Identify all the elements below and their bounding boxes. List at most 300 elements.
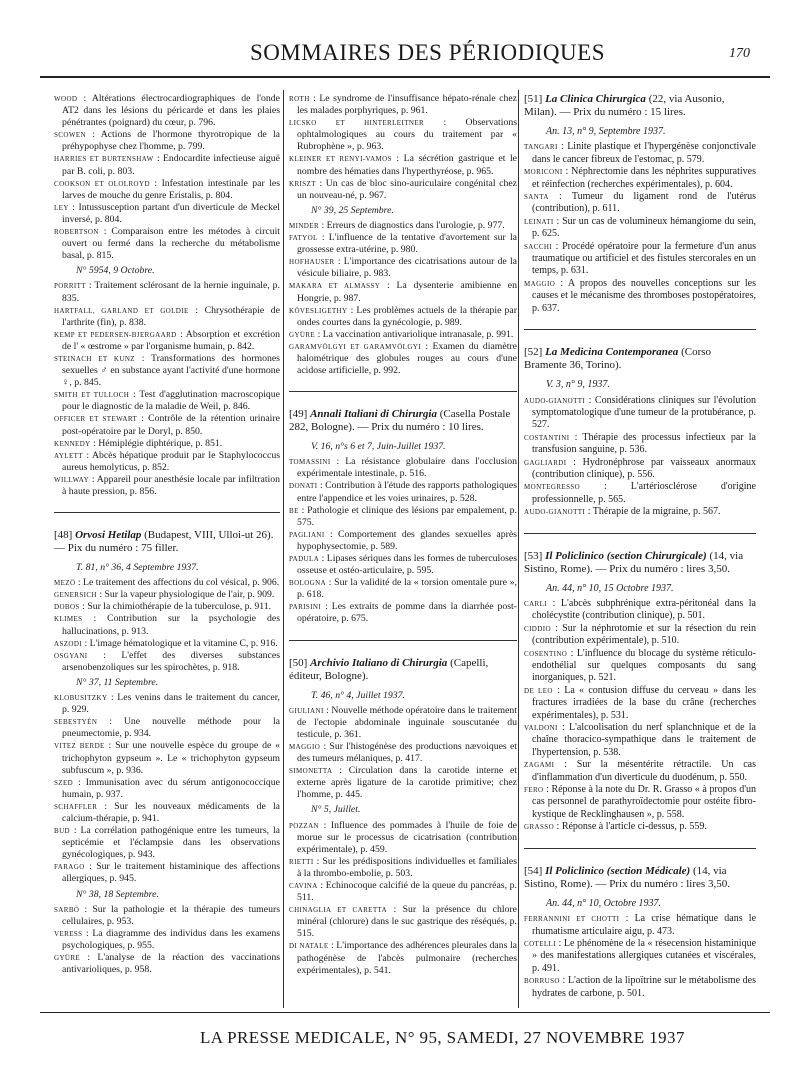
entry-author: POZZAN (289, 821, 320, 830)
entry-author: BUD (54, 827, 70, 836)
entry-author: FERRANNINI ET CHOTTI (524, 915, 620, 924)
index-entry: KLIMES : Contribution sur la psychologie des hallucinations, p. 913. (54, 613, 280, 637)
index-entry: MONTEGRESSO : L'artériosclérose d'origine professionnelle, p. 565. (524, 481, 756, 505)
entry-text: Sur un cas de volumineux hémangiome du sein, p. 625. (532, 215, 756, 240)
index-entry: AYLETT : Abcès hépatique produit par le Staphylococcus aureus hemolyticus, p. 852. (54, 449, 280, 473)
index-entry: COSENTINO : L'influence du blocage du système réticulo-endothélial sur quelques composants du sang inorganiques, p. 521. (524, 647, 757, 684)
index-entry: ROBERTSON : Comparaison entre les métodes à circuit ouvert ou fermé dans la recherche du métabolisme basal, p. 815. (54, 226, 280, 262)
entry-text: La sécrétion gastrique et le nombre des hématies dans l'hyperthyréose, p. 965. (297, 153, 517, 177)
entry-text: Lipases sériques dans les formes de tuberculoses osseuse et ostéo-articulaire, p. 595. (297, 553, 517, 577)
periodical-name: Il Policlinico (section Chirurgicale) (545, 549, 707, 562)
periodical-name: La Medicina Contemporanea (545, 346, 679, 359)
entry-author: ROBERTSON (54, 228, 99, 237)
index-entry: GYÜRE : L'analyse de la réaction des vaccinations antivarioliques, p. 958. (54, 952, 281, 976)
entry-author: SACCHI (524, 242, 553, 251)
periodical-details: (Corso Bramente 36, Torino). (524, 346, 712, 372)
entry-author: CAVINA (289, 881, 318, 890)
entry-author: VALDONI (524, 724, 558, 733)
entry-author: KLOBUSITZKY (54, 694, 108, 703)
index-entry: GAGLIARDI : Hydronéphrose par vaisseaux anormaux (contribution clinique), p. 556. (524, 456, 757, 480)
index-entry: ZAGAMI : Sur la mésentérite rétractile. Un cas d'inflammation d'un diverticule du duodénum, p. 550. (524, 759, 757, 783)
entry-text: Tumeur du ligament rond de l'utérus (contribution), p. 611. (532, 191, 756, 215)
index-entry: BUD : La corrélation pathogénique entre les tumeurs, la septicémie et l'éclampsie dans les observations gynécologiques, p. 943. (54, 825, 280, 861)
periodical-number: [54] (524, 864, 543, 877)
entry-author: GIULIANI (289, 706, 324, 715)
issue-heading: N° 37, 11 Septembre. (76, 676, 159, 688)
entry-author: DONATI (289, 482, 318, 491)
entry-list (289, 93, 517, 202)
index-entry: HARRIES ET BURTENSHAW : Endocardite infectieuse aiguë par B. coli, p. 803. (54, 153, 280, 177)
entry-author: GYÜRE (289, 330, 316, 339)
entry-text: Pathologie et clinique des lésions par empalement, p. 575. (297, 504, 517, 528)
issue-heading: V. 16, n°s 6 et 7, Juin-Juillet 1937. (311, 441, 446, 453)
index-entry: SANTA : Tumeur du ligament rond de l'utérus (contribution), p. 611. (524, 191, 756, 215)
entry-author: BORRUSO (524, 977, 560, 986)
index-entry: FERO : Réponse à la note du Dr. R. Grasso « à propos d'un cas personnel de parathyroïdectomie pour ostéite fibro-kystique de Recklinghausen », p. 558. (524, 784, 756, 820)
entry-text: Les venins dans le traitement du cancer, p. 929. (62, 692, 280, 716)
entry-text: L'artériosclérose d'origine professionnelle, p. 565. (532, 481, 756, 505)
issue-heading: N° 38, 18 Septembre. (76, 888, 159, 900)
entry-text: Altérations électrocardiographiques de l'onde AT2 dans les lésions du péricarde et dans les plaies pénétrantes (poignard) du cœur, p. 796. (62, 93, 281, 129)
index-entry: OFFICER ET STEWART : Contrôle de la rétention urinaire post-opératoire par le Doryl, p. 850. (54, 413, 280, 437)
entry-text: Immunisation avec du sérum antigonococcique humain, p. 937. (62, 776, 280, 800)
entry-author: GYÜRE (54, 954, 81, 962)
index-entry: STEINACH ET KUNZ : Transformations des hormones sexuelles ♂ en substance ayant l'activité d'une hormone ♀, p. 845. (54, 352, 280, 389)
periodical-heading-52 (524, 340, 756, 376)
entry-text: Sur les nouveaux médicaments de la calcium-thérapie, p. 941. (62, 800, 280, 824)
entry-author: LICSKO ET HINTERLEITNER (289, 119, 425, 128)
entry-author: MINDER (289, 221, 320, 230)
issue-heading: V. 3, n° 9, 1937. (546, 379, 610, 391)
entry-text: Examen du diamètre halométrique des globules rouges au cours d'une acidose artificielle, p. 992. (297, 340, 517, 377)
entry-author: ZAGAMI (524, 761, 555, 770)
entry-list (289, 820, 517, 977)
index-entry: PORRITT : Traitement sclérosant de la hernie inguinale, p. 835. (54, 280, 280, 304)
index-entry: KÖVESLIGETHY : Les problèmes actuels de la thérapie par ondes courtes dans la gynécologie, p. 989. (289, 304, 517, 328)
entry-author: BOLOGNA (289, 579, 327, 588)
column-1 (54, 93, 280, 976)
entry-author: DI NATALE (289, 942, 329, 951)
index-entry: MEZÖ : Le traitement des affections du col vésical, p. 906. (54, 577, 280, 589)
index-entry: COOKSON ET OLOLROYD : Infestation intestinale par les larves de mouche du genre Eristalis, p. 804. (54, 177, 280, 201)
entry-text: Infestation intestinale par les larves de mouche du genre Eristalis, p. 804. (62, 177, 280, 201)
index-entry: GYÜRE : La vaccination antivariolique intranasale, p. 991. (289, 328, 514, 340)
entry-author: TANGARI (524, 143, 558, 152)
entry-author: MONTEGRESSO (524, 483, 581, 492)
index-entry: HOFHAUSER : L'importance des cicatrisations autour de la vésicule biliaire, p. 983. (289, 256, 518, 280)
index-entry: SMITH ET TULLOCH : Test d'agglutination macroscopique pour le diagnostic de la maladie de Weil, p. 846. (54, 389, 280, 413)
entry-author: WOOD (54, 95, 78, 103)
index-entry: CARLI : L'abcès subphrénique extra-péritonéal dans la cholécystite (contribution clinique), p. 501. (524, 597, 756, 622)
periodical-details: (Budapest, VIII, Ulloi-ut 26). — Pix du numéro : 75 filler. (54, 529, 274, 555)
entry-author: HARTFALL, GARLAND ET GOLDIE (54, 306, 189, 315)
entry-text: Observations ophtalmologiques au cours du traitement par « Rubrophène », p. 963. (297, 117, 517, 153)
column-divider-left (283, 90, 284, 1008)
periodical-details: (14, via Sistino, Rome). — Prix du numéro : lires 3,50. (524, 864, 730, 890)
index-entry: PADULA : Lipases sériques dans les formes de tuberculoses osseuse et ostéo-articulaire, p. 595. (289, 553, 517, 577)
entry-text: Sur les prédispositions individuelles et familiales à la thrombo-embolie, p. 503. (297, 855, 517, 879)
entry-text: Chrysothérapie de l'arthrite (fin), p. 838. (62, 304, 280, 328)
entry-author: BE (289, 506, 299, 515)
index-entry: AUDO-GIANOTTI : Considérations cliniques sur l'évolution symptomatologique d'une tumeur de la protubérance, p. 527. (524, 394, 756, 431)
index-entry: PAGLIANI : Comportement des glandes sexuelles après hypophysectomie, p. 589. (289, 528, 517, 552)
entry-text: Appareil pour anesthésie locale par infiltration à haute pression, p. 856. (62, 473, 280, 497)
periodical-heading-54 (524, 859, 756, 895)
entry-text: Traitement sclérosant de la hernie inguinale, p. 835. (62, 280, 280, 304)
entry-author: GRASSO (524, 823, 555, 832)
entry-list (524, 141, 756, 315)
entry-author: SARBÓ (54, 905, 80, 914)
index-entry: AUDO-GIANOTTI : Thérapie de la migraine, p. 567. (524, 506, 721, 518)
page-header (40, 34, 770, 72)
index-entry: POZZAN : Influence des pommades à l'huile de foie de morue sur le processus de cicatrisation (contribution expérimentale), p. 459. (289, 819, 517, 855)
entry-text: Néphrectomie dans les néphrites suppuratives et réinfection (recherches expérimentales), p. 604. (532, 166, 756, 190)
entry-author: GARAMVÖLGYI ET GARAMVÖLGYI (289, 342, 421, 351)
entry-text: Contribution sur la psychologie des hallucinations, p. 913. (62, 613, 280, 637)
entry-text: Transformations des hormones sexuelles ♂ en substance ayant l'activité d'une hormone ♀, p. 845. (62, 352, 280, 389)
entry-author: PADULA (289, 555, 320, 563)
index-entry: DE LEO : La « contusion diffuse du cerveau » dans les fractures irradiées de la base du crâne (recherches expérimentales), p. 531. (524, 684, 757, 721)
index-entry: CHINAGLIA ET CARETTA : Sur la présence du chlore minéral (chlorure) dans le suc gastrique des réséqués, p. 515. (289, 904, 517, 940)
entry-text: Les problèmes actuels de la thérapie par ondes courtes dans la gynécologie, p. 989. (297, 304, 517, 328)
entry-author: PORRITT (54, 282, 86, 291)
entry-text: Le syndrome de l'insuffisance hépato-rénale chez les malades porphyriques, p. 961. (297, 93, 517, 117)
index-entry: BORRUSO : L'action de la lipoïtrine sur le métabolisme des hydrates de carbone, p. 501. (524, 975, 757, 999)
column-divider-right (518, 90, 519, 1008)
index-entry: KENNEDY : Hémiplégie diphtérique, p. 851. (54, 437, 223, 449)
entry-text: Le phénomène de la « résecension histaminique » des manifestations allergiques cutanées et viscérales, p. 491. (532, 937, 757, 974)
periodical-number: [48] (54, 529, 73, 542)
entry-text: Sur le traitement histaminique des affections allergiques, p. 945. (62, 861, 280, 885)
index-entry: GENERSICH : Sur la vapeur physiologique de l'air, p. 909. (54, 589, 275, 601)
index-entry: SCHAFFLER : Sur les nouveaux médicaments de la calcium-thérapie, p. 941. (54, 800, 280, 824)
column-3 (524, 93, 756, 1000)
entry-list (289, 220, 517, 377)
periodical-heading-48 (54, 523, 280, 559)
entry-text: Thérapie des processus infectieux par la transfusion sanguine, p. 536. (532, 431, 756, 456)
entry-list (524, 395, 756, 519)
entry-text: Sur la pathologie et la thérapie des tumeurs cellulaires, p. 953. (62, 903, 280, 927)
entry-text: Le traitement des affections du col vésical, p. 906. (83, 577, 280, 589)
index-entry: ASZODI : L'image hématologique et la vitamine C, p. 916. (54, 637, 278, 649)
column-2 (289, 93, 517, 977)
issue-heading: An. 13, n° 9, Septembre 1937. (546, 126, 666, 137)
entry-author: KEMP ET PEDERSEN-BJERGAARD (54, 330, 177, 339)
entry-text: L'analyse de la réaction des vaccinations antivarioliques, p. 958. (62, 952, 281, 976)
entry-text: Circulation dans la carotide interne et externe après ligature de la carotide primitive; chez l'homme, p. 445. (297, 765, 517, 801)
periodical-number: [52] (524, 346, 543, 359)
periodical-number: [50] (289, 656, 308, 669)
index-entry: PARISINI : Les extraits de pomme dans la diarrhée post-opératoire, p. 675. (289, 601, 517, 625)
entry-author: SCOWEN (54, 131, 86, 140)
periodical-heading-51 (524, 93, 756, 123)
section-rule (524, 848, 756, 849)
entry-author: MAKARA ET ALMASSY (289, 282, 381, 291)
periodical-details: (Capelli, éditeur, Bologne). (289, 656, 489, 682)
index-entry: KLOBUSITZKY : Les venins dans le traitement du cancer, p. 929. (54, 692, 280, 716)
periodical-number: [49] (289, 408, 308, 421)
entry-author: AUDO-GIANOTTI (524, 396, 586, 405)
entry-author: FERO (524, 786, 544, 795)
index-entry: SCOWEN : Actions de l'hormone thyrotropique de la préhypophyse chez l'homme, p. 799. (54, 129, 281, 153)
periodical-number: [53] (524, 549, 543, 562)
entry-text: Procédé opératoire pour la fermeture d'un anus traumatique ou artificiel et des fistules stercorales en un temps, p. 631. (532, 240, 757, 277)
index-entry: RIETTI : Sur les prédispositions individuelles et familiales à la thrombo-embolie, p. 503. (289, 855, 517, 879)
entry-text: Sur une nouvelle espèce du groupe de « trichophyton gypseum ». Le « trichophyton gypseum subfuscum », p. 936. (62, 740, 280, 776)
entry-author: GAGLIARDI (524, 458, 567, 467)
entry-author: AUDO-GIANOTTI (524, 508, 586, 517)
entry-list (54, 692, 280, 886)
index-entry: MINDER : Erreurs de diagnostics dans l'urologie, p. 977. (289, 219, 505, 231)
periodical-heading-53 (524, 544, 756, 580)
index-entry: MAGGIO : A propos des nouvelles conceptions sur les causes et le mécanisme des thromboses postopératoires, p. 637. (524, 277, 756, 314)
entry-author: GENERSICH (54, 591, 97, 600)
entry-author: LEINATI (524, 217, 554, 226)
entry-text: Test d'agglutination macroscopique pour le diagnostic de la maladie de Weil, p. 846. (62, 389, 280, 413)
entry-author: LEY (54, 203, 69, 212)
index-entry: SIMONETTA : Circulation dans la carotide interne et externe après ligature de la carotide primitive; chez l'homme, p. 445. (289, 765, 517, 801)
periodical-details: (14, via Sistino, Rome). — Prix du numéro : lires 3,50. (524, 549, 744, 575)
entry-text: L'effet des diverses substances arsenobenzoliques sur les spirochètes, p. 918. (62, 649, 280, 673)
periodical-heading-50 (289, 651, 517, 687)
entry-list (54, 577, 280, 674)
periodical-heading-49 (289, 402, 517, 438)
entry-author: MEZÖ (54, 579, 76, 588)
entry-author: COOKSON ET OLOLROYD (54, 179, 150, 188)
entry-author: CARLI (524, 599, 547, 608)
entry-author: PARISINI (289, 603, 322, 612)
index-entry: CAVINA : Echinocoque calcifié de la queue du pancréas, p. 511. (289, 879, 517, 904)
entry-author: COSENTINO (524, 649, 568, 658)
entry-text: La vaccination antivariolique intranasale, p. 991. (322, 328, 514, 340)
entry-list (54, 280, 280, 498)
index-entry: FATYOL : L'influence de la tentative d'avortement sur la grossesse extra-utérine, p. 980. (289, 232, 517, 256)
entry-text: L'alcoolisation du nerf splanchnique et de la chaîne thoracico-sympathique dans le traitement de l'hypertension, p. 538. (532, 722, 756, 758)
entry-author: FATYOL (289, 234, 318, 243)
entry-author: KÖVESLIGETHY (289, 306, 348, 315)
entry-author: SIMONETTA (289, 767, 333, 776)
entry-author: MORICONI (524, 168, 563, 177)
issue-heading: N° 39, 25 Septembre. (311, 204, 394, 216)
index-entry: VALDONI : L'alcoolisation du nerf splanchnique et de la chaîne thoracico-sympathique dans le traitement de l'hypertension, p. 538. (524, 722, 756, 758)
entry-author: RIETTI (289, 857, 314, 866)
footer-rule (40, 1012, 770, 1013)
entry-text: La diagramme des individus dans les examens psychologiques, p. 955. (62, 927, 280, 951)
entry-author: MAGGIO (524, 279, 556, 288)
periodical-name: Il Policlinico (section Médicale) (545, 864, 691, 877)
header-rule (40, 76, 770, 78)
index-entry: FARAGO : Sur le traitement histaminique des affections allergiques, p. 945. (54, 861, 280, 885)
issue-heading: N° 5954, 9 Octobre. (76, 265, 155, 277)
entry-list (54, 904, 280, 977)
entry-author: SANTA (524, 193, 549, 202)
entry-author: KLIMES (54, 615, 83, 624)
periodical-name: Orvosi Hetilap (75, 529, 142, 542)
entry-author: COSTANTINI (524, 433, 570, 442)
footer-line: LA PRESSE MEDICALE, N° 95, SAMEDI, 27 NOVEMBRE 1937 (200, 1028, 685, 1047)
entry-author: VITEZ BERDE (54, 742, 105, 751)
index-entry: VERESS : La diagramme des individus dans les examens psychologiques, p. 955. (54, 927, 280, 951)
entry-text: Comparaison entre les métodes à circuit ouvert ou fermé dans la recherche du métabolisme basal, p. 815. (62, 226, 280, 262)
entry-text: Sur l'histogénèse des productions nævoiques et des tumeurs mélaniques, p. 417. (297, 740, 517, 765)
entry-text: Une nouvelle méthode pour la pneumectomie, p. 934. (62, 716, 280, 740)
entry-text: Hémiplégie diphtérique, p. 851. (98, 437, 223, 449)
entry-list (54, 93, 280, 262)
entry-text: Considérations cliniques sur l'évolution symptomatologique d'une tumeur de la protubérance, p. 527. (532, 394, 756, 431)
periodical-name: Archivio Italiano di Chirurgia (310, 656, 448, 669)
index-entry: GRASSO : Réponse à l'article ci-dessus, p. 559. (524, 821, 707, 833)
index-entry: GARAMVÖLGYI ET GARAMVÖLGYI : Examen du diamètre halométrique des globules rouges au cours d'une acidose artificielle, p. 992. (289, 340, 517, 377)
entry-author: COTELLI (524, 939, 556, 948)
index-entry: DOBOS : Sur la chimiothérapie de la tuberculose, p. 911. (54, 601, 272, 613)
index-entry: WILLWAY : Appareil pour anesthésie locale par infiltration à haute pression, p. 856. (54, 473, 280, 497)
index-entry: LICSKO ET HINTERLEITNER : Observations ophtalmologiques au cours du traitement par « Rubrophène », p. 963. (289, 117, 517, 153)
entry-author: VERESS (54, 929, 83, 938)
entry-author: KENNEDY (54, 439, 91, 448)
entry-author: DE LEO (524, 686, 553, 695)
entry-text: Comportement des glandes sexuelles après hypophysectomie, p. 589. (297, 528, 517, 552)
index-entry: LEY : Intussusception partant d'un diverticule de Meckel inversé, p. 804. (54, 201, 280, 225)
index-entry: KEMP ET PEDERSEN-BJERGAARD : Absorption et excrétion de l' « œstrome » par l'organisme humain, p. 842. (54, 328, 280, 352)
entry-text: Sur la chimiothérapie de la tuberculose, p. 911. (87, 601, 272, 613)
entry-author: OSGYANI (54, 651, 88, 660)
issue-heading: T. 81, n° 36, 4 Septembre 1937. (76, 562, 199, 574)
index-entry: FERRANNINI ET CHOTTI : La crise hématique dans le rhumatisme articulaire aigu, p. 473. (524, 913, 757, 937)
index-entry: KLEINER ET RENYI-VAMOS : La sécrétion gastrique et le nombre des hématies dans l'hyperthyréose, p. 965. (289, 153, 517, 177)
entry-author: SZED (54, 778, 74, 787)
index-entry: OSGYANI : L'effet des diverses substances arsenobenzoliques sur les spirochètes, p. 918. (54, 649, 280, 673)
page-number: 170 (729, 46, 750, 61)
periodical-name: La Clinica Chirurgica (545, 93, 646, 105)
entry-text: L'influence du blocage du système réticulo-endothélial sur quelques composants du sang inorganiques, p. 521. (532, 647, 757, 684)
entry-text: Sur la vapeur physiologique de l'air, p. 909. (104, 589, 275, 601)
issue-heading: N° 5, Juillet. (311, 804, 361, 816)
index-entry: COSTANTINI : Thérapie des processus infectieux par la transfusion sanguine, p. 536. (524, 431, 756, 456)
index-entry: VITEZ BERDE : Sur une nouvelle espèce du groupe de « trichophyton gypseum ». Le « trichophyton gypseum subfuscum », p. 936. (54, 740, 280, 776)
entry-text: Sur la mésentérite rétractile. Un cas d'inflammation d'un diverticule du duodénum, p. 550. (532, 759, 757, 783)
entry-text: Sur la présence du chlore minéral (chlorure) dans le suc gastrique des réséqués, p. 515. (297, 904, 517, 940)
entry-author: AYLETT (54, 451, 83, 460)
entry-text: Echinocoque calcifié de la queue du pancréas, p. 511. (297, 879, 517, 904)
section-rule (524, 533, 756, 534)
entry-author: WILLWAY (54, 475, 90, 484)
index-entry: BE : Pathologie et clinique des lésions par empalement, p. 575. (289, 504, 517, 528)
entry-text: Actions de l'hormone thyrotropique de la préhypophyse chez l'homme, p. 799. (62, 129, 281, 153)
entry-text: Nouvelle méthode opératoire dans le traitement de l'ectopie abdominale inguinale souscutanée du testicule, p. 361. (297, 704, 517, 740)
index-entry: MORICONI : Néphrectomie dans les néphrites suppuratives et réinfection (recherches expérimentales), p. 604. (524, 166, 756, 190)
entry-text: Sur la validité de la « torsion omentale pure », p. 618. (297, 577, 517, 601)
entry-text: Erreurs de diagnostics dans l'urologie, p. 977. (326, 219, 505, 231)
index-entry: ROTH : Le syndrome de l'insuffisance hépato-rénale chez les malades porphyriques, p. 961. (289, 93, 517, 117)
periodical-number: [51] (524, 93, 543, 105)
issue-heading: An. 44, n° 10, Octobre 1937. (546, 897, 662, 909)
index-entry: HARTFALL, GARLAND ET GOLDIE : Chrysothérapie de l'arthrite (fin), p. 838. (54, 304, 280, 328)
section-rule (524, 329, 756, 330)
index-entry: CIDDIO : Sur la néphrotomie et sur la résection du rein (contribution expérimentale), p. 510. (524, 622, 757, 647)
entry-author: SMITH ET TULLOCH (54, 391, 130, 400)
entry-list (289, 456, 517, 625)
entry-text: L'importance des adhérences pleurales dans la pathogénèse de l'abcès pulmonaire (recherches expérimentales), p. 541. (297, 940, 517, 976)
index-entry: SEBESTYÉN : Une nouvelle méthode pour la pneumectomie, p. 934. (54, 716, 280, 740)
entry-text: Sur la néphrotomie et sur la résection du rein (contribution expérimentale), p. 510. (532, 622, 757, 647)
entry-text: L'influence de la tentative d'avortement sur la grossesse extra-utérine, p. 980. (297, 232, 517, 256)
entry-author: STEINACH ET KUNZ (54, 354, 135, 363)
entry-text: Intussusception partant d'un diverticule de Meckel inversé, p. 804. (62, 201, 280, 225)
entry-text: Réponse à l'article ci-dessus, p. 559. (561, 821, 707, 833)
entry-text: La crise hématique dans le rhumatisme articulaire aigu, p. 473. (532, 913, 757, 937)
entry-text: L'abcès subphrénique extra-péritonéal dans la cholécystite (contribution clinique), p. 501. (532, 597, 756, 622)
entry-text: A propos des nouvelles conceptions sur les causes et le mécanisme des thromboses postopératoires, p. 637. (532, 277, 756, 314)
entry-list (524, 913, 756, 1000)
entry-author: SCHAFFLER (54, 802, 98, 811)
entry-author: HARRIES ET BURTENSHAW (54, 155, 154, 164)
section-rule (289, 391, 517, 392)
index-entry: DONATI : Contribution à l'étude des rapports pathologiques entre l'appendice et les voies urinaires, p. 528. (289, 480, 518, 504)
entry-text: Un cas de bloc sino-auriculaire congénital chez un nouveau-né, p. 967. (297, 177, 517, 201)
entry-author: KRISZT (289, 179, 316, 188)
entry-text: Thérapie de la migraine, p. 567. (592, 506, 721, 518)
entry-text: Contribution à l'étude des rapports pathologiques entre l'appendice et les voies urinaires, p. 528. (297, 480, 518, 504)
entry-text: Endocardite infectieuse aiguë par B. coli, p. 803. (62, 153, 280, 177)
issue-heading: An. 44, n° 10, 15 Octobre 1937. (546, 582, 674, 594)
issue-heading: T. 46, n° 4, Juillet 1937. (311, 689, 405, 701)
entry-list (289, 705, 517, 802)
entry-text: La corrélation pathogénique entre les tumeurs, la septicémie et l'éclampsie dans les observations gynécologiques, p. 943. (62, 825, 280, 861)
index-entry: COTELLI : Le phénomène de la « résecension histaminique » des manifestations allergiques cutanées et viscérales, p. 491. (524, 937, 757, 974)
index-entry: SACCHI : Procédé opératoire pour la fermeture d'un anus traumatique ou artificiel et des fistules stercorales en un temps, p. 631. (524, 240, 757, 277)
entry-text: Absorption et excrétion de l' « œstrome » par l'organisme humain, p. 842. (62, 328, 280, 352)
entry-author: CHINAGLIA ET CARETTA (289, 906, 388, 915)
index-entry: TOMASSINI : La résistance globulaire dans l'occlusion expérimentale intestinale, p. 516. (289, 456, 517, 480)
periodical-details: (Casella Postale 282, Bologne). — Prix du numéro : 10 lires. (289, 408, 511, 434)
section-rule (54, 512, 280, 513)
index-entry: WOOD : Altérations électrocardiographiques de l'onde AT2 dans les lésions du péricarde et dans les plaies pénétrantes (poignard) du cœur, p. 796. (54, 93, 281, 129)
index-entry: SARBÓ : Sur la pathologie et la thérapie des tumeurs cellulaires, p. 953. (54, 903, 280, 927)
entry-text: La « contusion diffuse du cerveau » dans les fractures irradiées de la base du crâne (recherches expérimentales), p. 531. (532, 684, 757, 721)
entry-author: ROTH (289, 95, 310, 103)
index-entry: LEINATI : Sur un cas de volumineux hémangiome du sein, p. 625. (524, 215, 756, 240)
entry-author: MAGGIO (289, 742, 321, 751)
periodical-name: Annali Italiani di Chirurgia (310, 408, 437, 421)
entry-text: Hydronéphrose par vaisseaux anormaux (contribution clinique), p. 556. (532, 456, 757, 480)
entry-author: FARAGO (54, 863, 85, 872)
running-title: SOMMAIRES DES PÉRIODIQUES (250, 40, 605, 65)
index-entry: MAKARA ET ALMASSY : La dysenterie amibienne en Hongrie, p. 987. (289, 280, 517, 304)
index-entry: MAGGIO : Sur l'histogénèse des productions nævoiques et des tumeurs mélaniques, p. 417. (289, 740, 517, 765)
index-entry: TANGARI : Linite plastique et l'hypergénèse conjonctivale dans le cancer fibreux de l'estomac, p. 579. (524, 141, 756, 165)
entry-text: L'action de la lipoïtrine sur le métabolisme des hydrates de carbone, p. 501. (532, 975, 757, 999)
index-entry: SZED : Immunisation avec du sérum antigonococcique humain, p. 937. (54, 776, 280, 800)
entry-text: Linite plastique et l'hypergénèse conjonctivale dans le cancer fibreux de l'estomac, p. 579. (532, 141, 756, 165)
entry-list (524, 598, 756, 834)
entry-author: HOFHAUSER (289, 258, 335, 267)
entry-text: Réponse à la note du Dr. R. Grasso « à propos d'un cas personnel de parathyroïdectomie pour ostéite fibro-kystique de Recklinghausen », p. 558. (532, 784, 756, 820)
entry-text: La dysenterie amibienne en Hongrie, p. 987. (297, 280, 517, 304)
section-rule (289, 640, 517, 641)
entry-text: L'importance des cicatrisations autour de la vésicule biliaire, p. 983. (297, 256, 518, 280)
entry-text: Contrôle de la rétention urinaire post-opératoire par le Doryl, p. 850. (62, 413, 280, 437)
entry-text: La résistance globulaire dans l'occlusion expérimentale intestinale, p. 516. (297, 456, 517, 480)
index-entry: GIULIANI : Nouvelle méthode opératoire dans le traitement de l'ectopie abdominale inguinale souscutanée du testicule, p. 361. (289, 704, 517, 740)
entry-author: ASZODI (54, 639, 83, 648)
entry-text: Influence des pommades à l'huile de foie de morue sur le processus de cicatrisation (contribution expérimentale), p. 459. (297, 819, 517, 855)
entry-author: CIDDIO (524, 624, 551, 633)
entry-text: L'image hématologique et la vitamine C, p. 916. (89, 637, 278, 649)
entry-author: SEBESTYÉN (54, 718, 98, 727)
entry-author: KLEINER ET RENYI-VAMOS (289, 155, 392, 164)
entry-author: PAGLIANI (289, 530, 325, 539)
index-entry: BOLOGNA : Sur la validité de la « torsion omentale pure », p. 618. (289, 577, 517, 601)
